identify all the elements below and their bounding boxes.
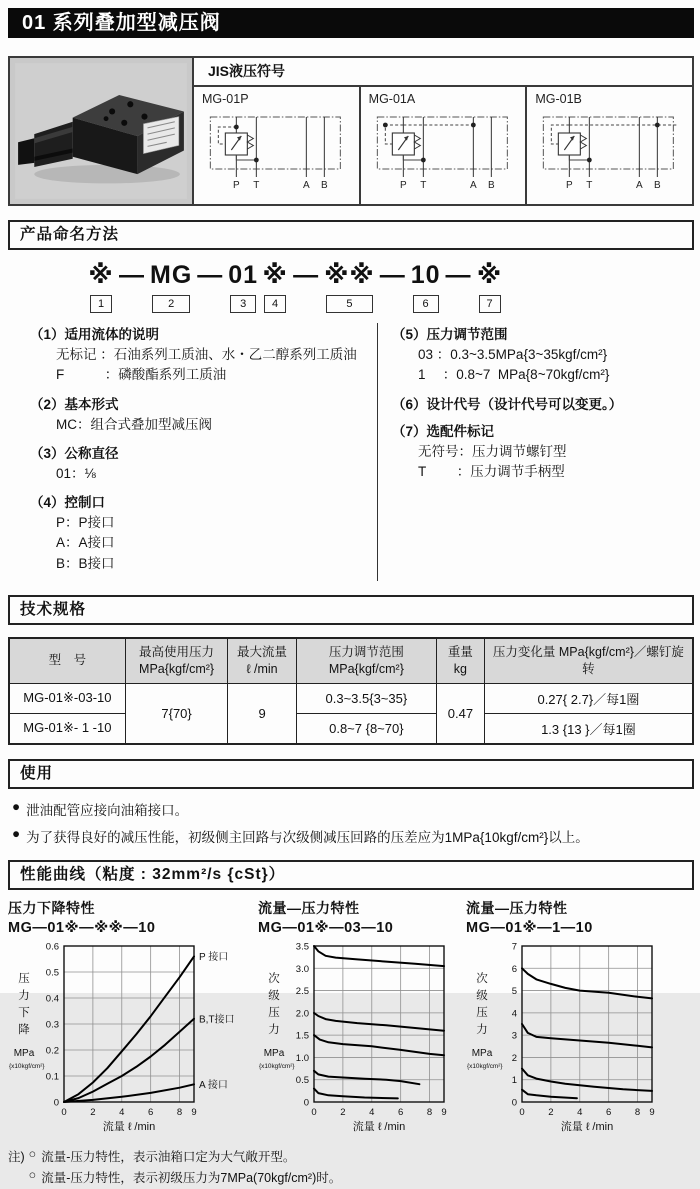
naming-item-head: （3）公称直径	[30, 445, 119, 461]
jis-symbol-mg-01a-diagram	[369, 107, 520, 195]
pressure-drop-plot	[8, 938, 248, 1141]
chart-title: 流量—压力特性	[466, 899, 568, 916]
code-dash	[194, 262, 226, 288]
svg-text:次: 次	[476, 972, 488, 985]
svg-text:2: 2	[548, 1106, 554, 1118]
col-header-weight: 重量 kg	[436, 638, 484, 683]
footnote-text: 流量-压力特性，表示初级压力为7MPa(70kgf/cm²)时。	[41, 1170, 342, 1185]
port-label-a: A	[469, 180, 477, 191]
svg-text:6: 6	[148, 1106, 154, 1118]
specs-table	[8, 637, 694, 745]
svg-text:力: 力	[18, 989, 30, 1002]
svg-text:2: 2	[511, 1052, 517, 1064]
col-header-model: 型 号	[9, 638, 125, 683]
chart-flow-pressure-03	[258, 898, 456, 1141]
svg-text:9: 9	[191, 1106, 197, 1118]
naming-item-line: 无符号：压力调节螺钉型	[418, 443, 567, 459]
svg-text:0: 0	[303, 1097, 309, 1108]
svg-text:7: 7	[511, 941, 517, 952]
naming-item-1	[30, 323, 377, 386]
footnote-lines	[29, 1147, 342, 1189]
specs-row-1	[9, 683, 693, 713]
cell-adjust-range: 0.8~7 {8~70}	[296, 713, 436, 744]
symbol-cell-mg01a	[361, 87, 528, 204]
svg-text:9: 9	[649, 1106, 655, 1118]
naming-item-4	[30, 491, 377, 574]
svg-text:8: 8	[426, 1106, 433, 1118]
svg-text:0: 0	[519, 1106, 525, 1118]
naming-item-line: F ：磷酸酯系列工质油	[56, 367, 227, 383]
port-label-a: A	[303, 180, 310, 191]
svg-text:8: 8	[634, 1106, 641, 1118]
naming-item-head: （7）选配件标记	[392, 423, 495, 439]
naming-item-line: B：B接口	[56, 555, 115, 571]
svg-text:0: 0	[311, 1106, 317, 1118]
code-box: 1	[90, 295, 112, 313]
code-text: —	[293, 261, 320, 289]
code-text: MG	[150, 261, 193, 289]
svg-text:A 接口: A 接口	[199, 1079, 228, 1091]
footnote-2	[29, 1168, 342, 1186]
naming-item-2	[30, 393, 377, 435]
svg-text:9: 9	[441, 1106, 447, 1118]
usage-notes	[12, 799, 694, 846]
svg-text:3.0: 3.0	[295, 963, 309, 975]
svg-text:1: 1	[511, 1074, 517, 1086]
cell-pressure-change: 1.3 {13 }／每1圈	[484, 713, 693, 744]
overview-box	[8, 56, 694, 206]
code-part	[260, 262, 290, 313]
svg-text:0.2: 0.2	[45, 1045, 59, 1056]
port-label-b: B	[654, 180, 662, 191]
page-title: 01 系列叠加型减压阀	[8, 8, 694, 38]
cell-max-pressure: 7{70}	[125, 683, 228, 744]
svg-text:流量 ℓ /min: 流量 ℓ /min	[560, 1120, 614, 1133]
code-part	[86, 262, 116, 313]
port-label-p: P	[566, 180, 574, 191]
chart-model: MG—01※—※※—10	[8, 919, 156, 936]
code-box: 7	[479, 295, 501, 313]
specs-row-2	[9, 713, 693, 744]
svg-text:3: 3	[511, 1030, 517, 1042]
svg-text:2: 2	[340, 1106, 346, 1118]
code-part	[148, 262, 194, 313]
svg-text:6: 6	[606, 1106, 612, 1118]
footnotes	[8, 1147, 694, 1189]
svg-text:2.5: 2.5	[295, 985, 309, 997]
svg-text:MPa: MPa	[263, 1047, 285, 1059]
col-header-max-flow: 最大流量 ℓ /min	[228, 638, 296, 683]
cell-adjust-range: 0.3~3.5{3~35}	[296, 683, 436, 713]
svg-text:MPa: MPa	[471, 1047, 493, 1059]
symbol-cell-mg01b	[527, 87, 692, 204]
section-title-naming: 产品命名方法	[8, 220, 694, 250]
cell-model: MG-01※- 1 -10	[9, 713, 125, 744]
svg-text:0: 0	[511, 1097, 517, 1108]
svg-text:4: 4	[577, 1106, 583, 1118]
svg-text:1.0: 1.0	[295, 1052, 309, 1064]
jis-symbol-mg-01p-diagram	[202, 107, 353, 195]
svg-text:压: 压	[476, 1006, 488, 1019]
naming-details	[8, 323, 694, 581]
cell-weight: 0.47	[436, 683, 484, 744]
svg-text:压: 压	[268, 1006, 280, 1019]
naming-item-head: （6）设计代号（设计代号可以变更。）	[392, 396, 623, 412]
code-text: —	[197, 261, 224, 289]
section-title-usage: 使用	[8, 759, 694, 789]
flow-pressure-plot-03	[258, 938, 456, 1141]
svg-text:1.5: 1.5	[295, 1030, 309, 1042]
svg-text:0.1: 0.1	[45, 1071, 59, 1082]
svg-text:0.4: 0.4	[45, 993, 59, 1004]
naming-item-line: 03 ：0.3~3.5MPa{3~35kgf/cm²}	[418, 347, 608, 362]
circle-icon: ○	[28, 1167, 37, 1182]
naming-item-head: （1）适用流体的说明	[30, 327, 160, 342]
naming-item-line: 无标记 ：石油系列工质油、水・乙二醇系列工质油	[56, 347, 357, 362]
code-text: 10	[410, 261, 441, 289]
svg-text:4: 4	[119, 1106, 125, 1118]
col-header-pressure-change: 压力变化量 MPa{kgf/cm²}／螺钉旋转	[484, 638, 693, 683]
chart-model: MG—01※—1—10	[466, 919, 593, 936]
svg-text:流量 ℓ /min: 流量 ℓ /min	[352, 1120, 406, 1133]
port-label-t: T	[253, 180, 260, 191]
svg-text:MPa: MPa	[13, 1047, 35, 1059]
code-box: 5	[326, 295, 373, 313]
charts-row	[8, 898, 694, 1141]
naming-item-3	[30, 442, 377, 484]
code-text: ※※	[324, 261, 375, 289]
footnote-text: 流量-压力特性，表示油箱口定为大气敞开型。	[41, 1149, 296, 1164]
bullet-icon: ●	[12, 825, 21, 841]
naming-item-6	[392, 393, 694, 413]
valve-photo-cell	[10, 58, 194, 204]
svg-text:{x10kgf/cm²}: {x10kgf/cm²}	[9, 1062, 45, 1070]
port-label-p: P	[233, 180, 240, 191]
symbol-label: MG-01A	[368, 92, 416, 106]
usage-text: 为了获得良好的减压性能，初级侧主回路与次级侧减压回路的压差应为1MPa{10kgf/cm²}以上。	[26, 829, 589, 845]
code-text: —	[445, 261, 472, 289]
port-label-p: P	[399, 180, 407, 191]
svg-text:0: 0	[53, 1097, 59, 1108]
circle-icon: ○	[28, 1146, 37, 1161]
svg-text:3.5: 3.5	[295, 941, 309, 952]
chart-model: MG—01※—03—10	[258, 919, 394, 936]
svg-text:次: 次	[268, 972, 280, 985]
chart-title: 流量—压力特性	[258, 899, 360, 916]
code-text: ※	[262, 261, 288, 289]
symbol-label: MG-01B	[535, 92, 582, 106]
port-label-t: T	[586, 180, 593, 191]
flow-pressure-plot-1	[466, 938, 664, 1141]
chart-pressure-drop	[8, 898, 248, 1141]
svg-text:降: 降	[18, 1023, 30, 1036]
chart-title: 压力下降特性	[8, 899, 95, 916]
svg-text:2: 2	[90, 1106, 96, 1118]
svg-text:流量 ℓ /min: 流量 ℓ /min	[102, 1120, 156, 1133]
naming-item-line: 1 ：0.8~7 MPa{8~70kgf/cm²}	[418, 367, 610, 383]
port-label-t: T	[419, 180, 427, 191]
naming-left-column	[8, 323, 378, 581]
section-title-specs: 技术规格	[8, 595, 694, 625]
code-text: 01	[228, 261, 259, 289]
svg-text:级: 级	[476, 989, 488, 1002]
jis-symbol-mg-01b-diagram	[535, 107, 686, 195]
svg-text:{x10kgf/cm²}: {x10kgf/cm²}	[259, 1062, 295, 1070]
naming-item-5	[392, 323, 694, 386]
jis-symbols-row	[194, 87, 692, 204]
col-header-adjust-range: 压力调节范围 MPa{kgf/cm²}	[296, 638, 436, 683]
code-part	[322, 262, 377, 313]
svg-text:下: 下	[18, 1006, 30, 1019]
port-label-a: A	[636, 180, 644, 191]
naming-item-line: 01：⅛	[56, 465, 96, 481]
naming-item-line: A：A接口	[56, 535, 115, 551]
footnote-label: 注)	[8, 1149, 25, 1164]
cell-model: MG-01※-03-10	[9, 683, 125, 713]
svg-text:6: 6	[398, 1106, 404, 1118]
footnote-1	[29, 1147, 342, 1165]
port-label-b: B	[487, 180, 495, 191]
naming-item-head: （5）压力调节范围	[392, 327, 508, 342]
cell-max-flow: 9	[228, 683, 296, 744]
code-part	[409, 262, 443, 313]
code-dash	[290, 262, 322, 288]
naming-item-line: P：P接口	[56, 515, 115, 530]
svg-text:0.6: 0.6	[45, 941, 59, 952]
usage-bullet-1	[12, 799, 694, 819]
svg-text:0: 0	[61, 1106, 67, 1118]
code-dash	[116, 262, 148, 288]
usage-bullet-2	[12, 826, 694, 846]
valve-photo	[10, 58, 192, 204]
svg-text:P 接口: P 接口	[199, 951, 229, 963]
svg-text:力: 力	[268, 1023, 280, 1036]
code-box: 2	[152, 295, 190, 313]
naming-right-column	[378, 323, 694, 581]
svg-text:6: 6	[511, 963, 517, 975]
code-dash	[443, 262, 475, 288]
cell-pressure-change: 0.27{ 2.7}／每1圈	[484, 683, 693, 713]
svg-text:压: 压	[18, 972, 30, 985]
code-text: ※	[88, 261, 114, 289]
svg-text:{x10kgf/cm²}: {x10kgf/cm²}	[467, 1062, 503, 1070]
col-header-max-pressure: 最高使用压力 MPa{kgf/cm²}	[125, 638, 228, 683]
code-dash	[377, 262, 409, 288]
jis-symbols-header: JIS液压符号	[194, 58, 692, 87]
code-box: 6	[413, 295, 439, 313]
model-code	[86, 262, 694, 313]
svg-text:0.5: 0.5	[295, 1074, 309, 1086]
svg-text:2.0: 2.0	[295, 1007, 309, 1019]
code-text: —	[119, 261, 145, 289]
specs-header-row	[9, 638, 693, 683]
code-text: ※	[476, 261, 503, 289]
code-text: —	[379, 261, 406, 289]
naming-item-head: （4）控制口	[30, 495, 106, 510]
code-box: 4	[264, 295, 286, 313]
svg-text:B,T接口: B,T接口	[199, 1013, 235, 1025]
code-box: 3	[230, 295, 256, 313]
code-part	[475, 262, 505, 313]
symbol-label: MG-01P	[202, 92, 249, 106]
svg-text:0.3: 0.3	[45, 1019, 59, 1030]
svg-text:8: 8	[176, 1106, 183, 1118]
port-label-b: B	[321, 180, 328, 191]
naming-item-line: MC：组合式叠加型减压阀	[56, 416, 212, 432]
section-title-performance: 性能曲线（粘度 : 32mm²/s {cSt}）	[8, 860, 694, 890]
svg-text:4: 4	[369, 1106, 375, 1118]
svg-text:0.5: 0.5	[45, 967, 59, 978]
chart-flow-pressure-1	[466, 898, 664, 1141]
naming-item-7	[392, 420, 694, 483]
bullet-icon: ●	[12, 798, 21, 814]
naming-item-line: T ：压力调节手柄型	[418, 463, 565, 479]
symbol-cell-mg01p	[194, 87, 361, 204]
jis-symbols-area	[194, 58, 692, 204]
svg-text:5: 5	[511, 985, 517, 997]
svg-text:力: 力	[476, 1023, 488, 1036]
svg-text:4: 4	[511, 1007, 517, 1019]
code-part	[226, 262, 260, 313]
usage-text: 泄油配管应接向油箱接口。	[26, 802, 189, 818]
naming-item-head: （2）基本形式	[30, 396, 119, 412]
svg-text:级: 级	[268, 989, 280, 1002]
